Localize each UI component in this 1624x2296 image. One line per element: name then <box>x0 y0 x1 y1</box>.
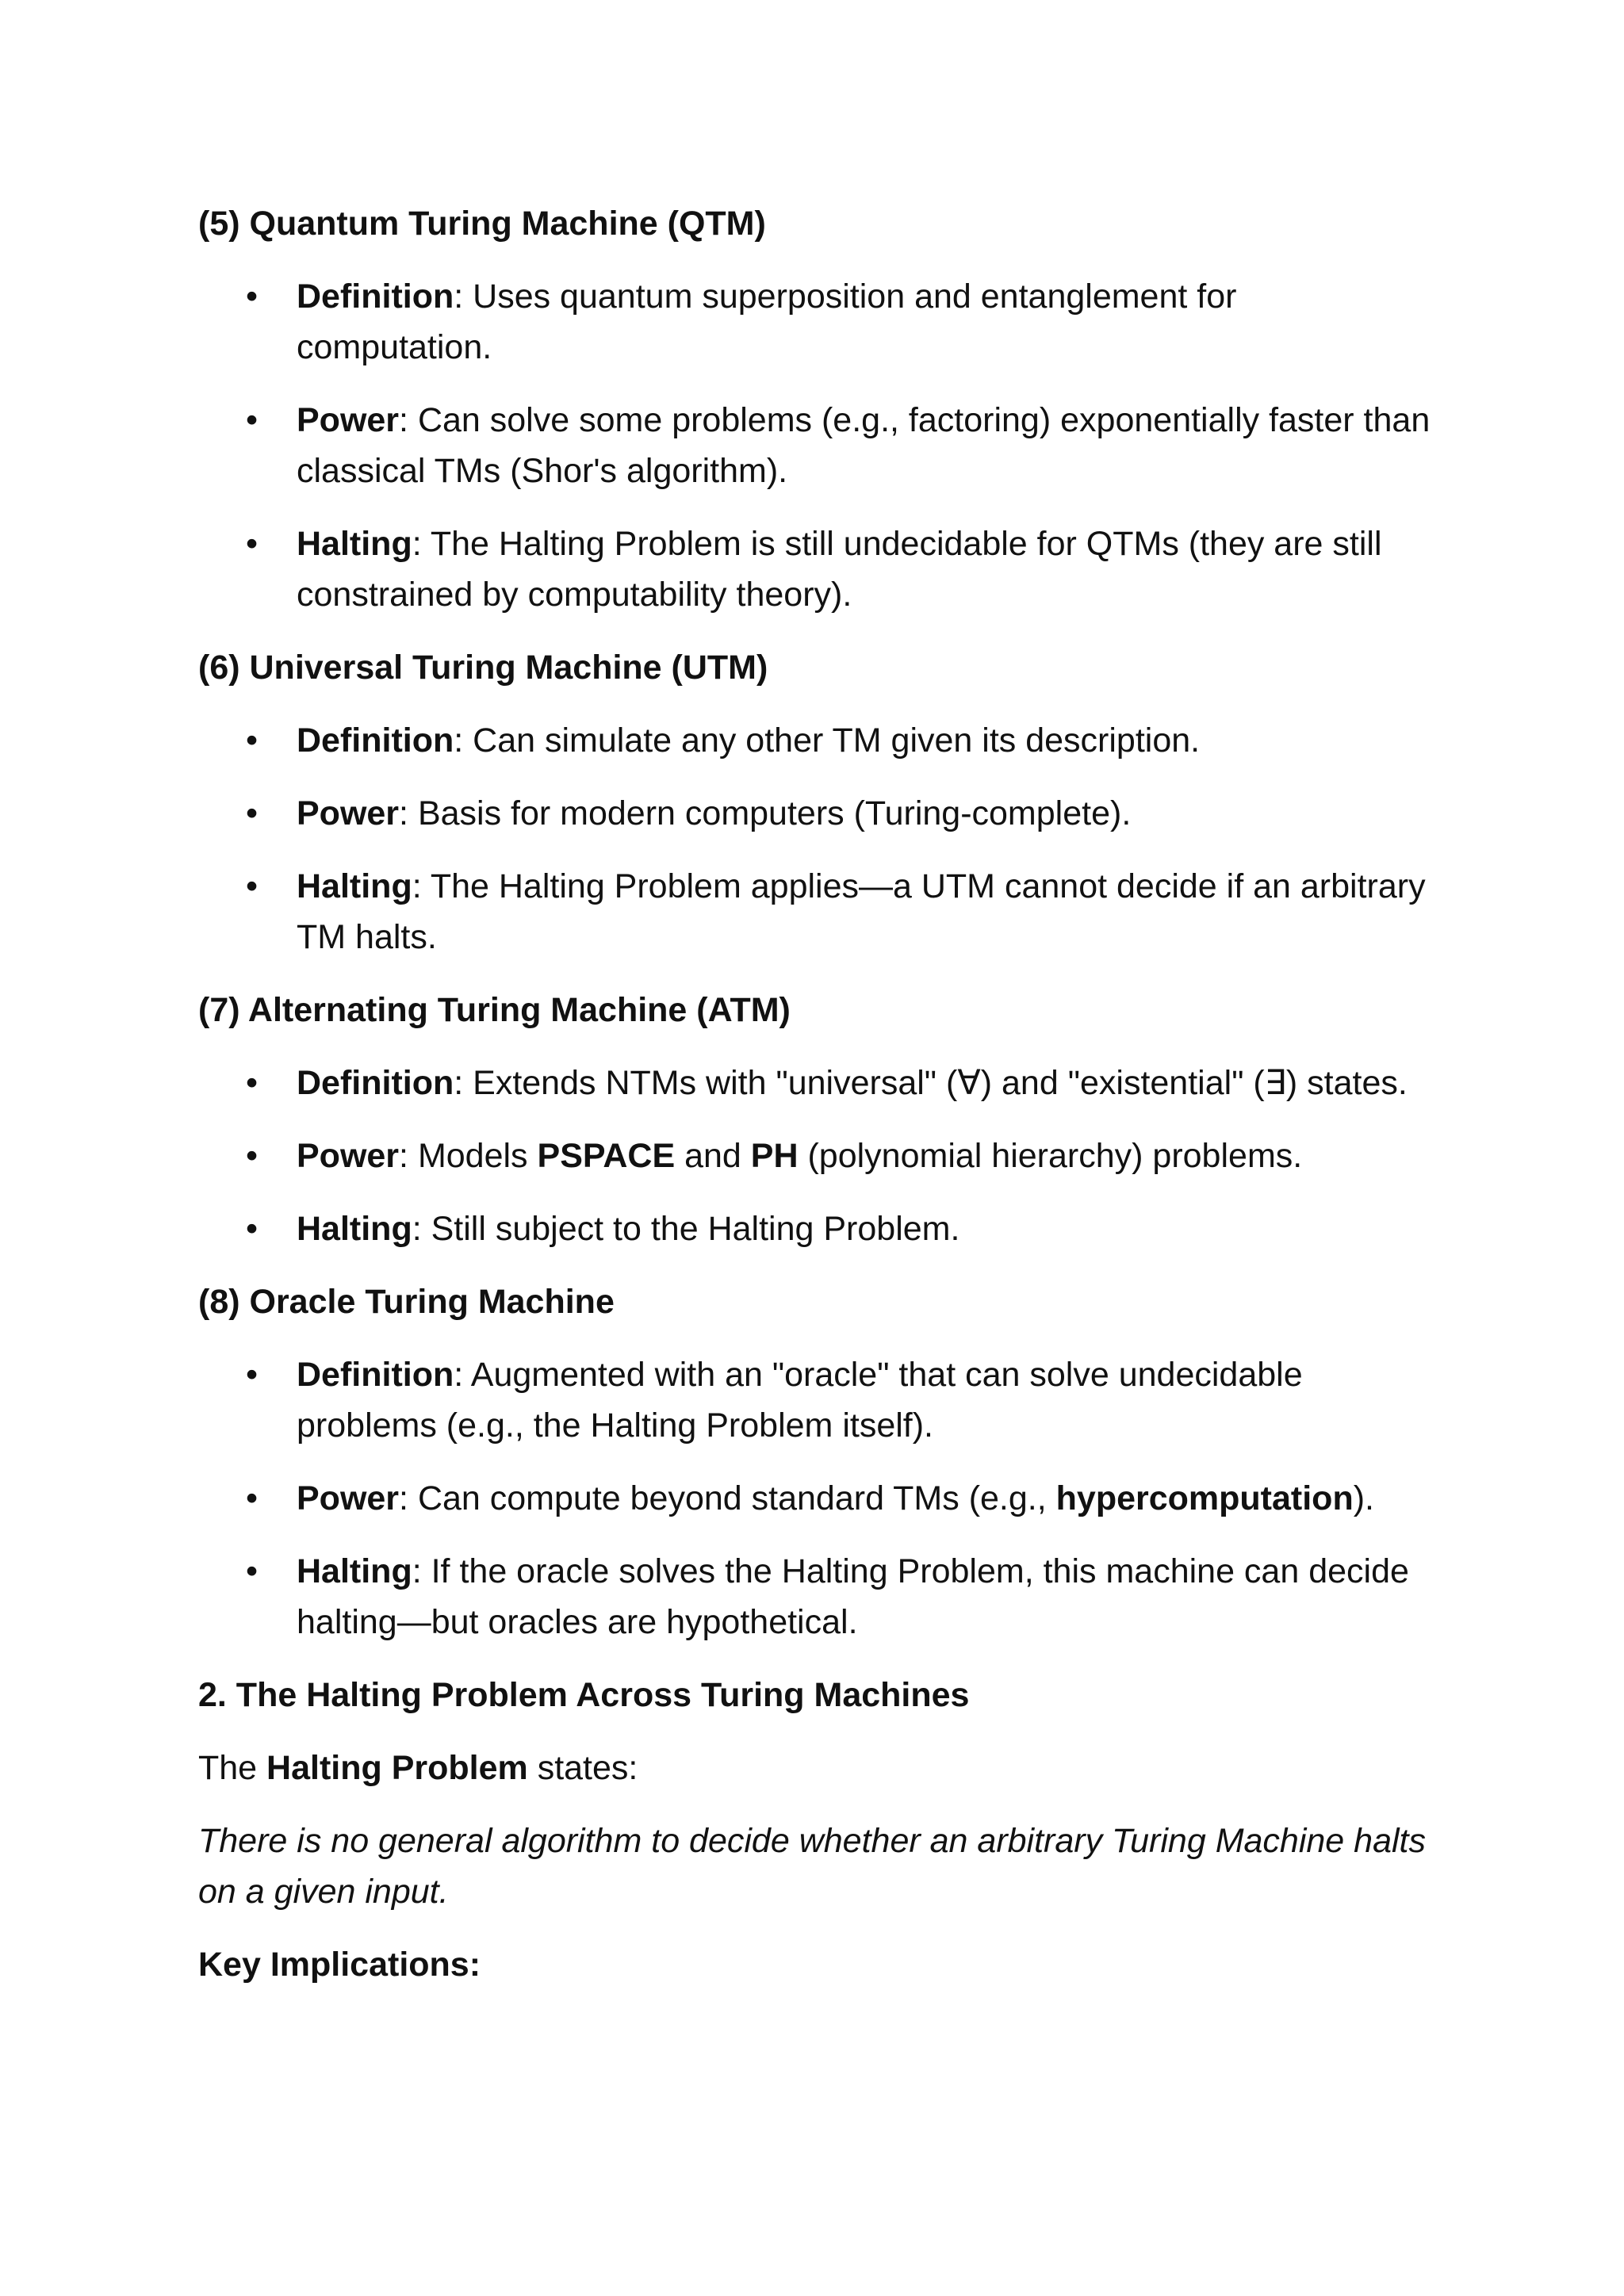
item-label: Power <box>297 794 400 832</box>
bullet-list-qtm <box>198 271 1435 620</box>
item-text: : The Halting Problem is still undecidable for QTMs (they are still constrained by computability theory). <box>297 525 1382 614</box>
list-item <box>198 1131 1435 1181</box>
list-item <box>198 715 1435 766</box>
bullet-list-atm <box>198 1058 1435 1254</box>
item-text: : Still subject to the Halting Problem. <box>412 1210 960 1248</box>
list-item <box>198 1203 1435 1254</box>
item-label: Power <box>297 401 400 439</box>
item-text: : If the oracle solves the Halting Problem, this machine can decide halting—but oracles are hypothetical. <box>297 1552 1409 1641</box>
bullet-list-oracle <box>198 1349 1435 1647</box>
halting-statement-quote: There is no general algorithm to decide whether an arbitrary Turing Machine halts on a given input. <box>198 1822 1426 1911</box>
list-item <box>198 1473 1435 1524</box>
item-text: : Models <box>399 1137 538 1175</box>
item-text: : Basis for modern computers (Turing-complete). <box>399 794 1132 832</box>
item-text: : Extends NTMs with "universal" (∀) and "existential" (∃) states. <box>454 1064 1408 1102</box>
list-item <box>198 1349 1435 1451</box>
item-emphasis: hypercomputation <box>1055 1479 1354 1517</box>
list-item <box>198 1546 1435 1647</box>
section-heading-halting: 2. The Halting Problem Across Turing Machines <box>198 1676 970 1714</box>
intro-prefix: The <box>198 1749 267 1787</box>
item-text: (polynomial hierarchy) problems. <box>798 1137 1303 1175</box>
item-label: Definition <box>297 721 454 760</box>
item-label: Halting <box>297 867 412 905</box>
intro-paragraph <box>198 1743 1435 1793</box>
item-emphasis: PH <box>750 1137 799 1175</box>
item-text: : Augmented with an "oracle" that can solve undecidable problems (e.g., the Halting Problem itself). <box>297 1356 1303 1445</box>
section-heading-utm: (6) Universal Turing Machine (UTM) <box>198 649 768 687</box>
key-implications-heading: Key Implications: <box>198 1946 481 1984</box>
section-heading-qtm: (5) Quantum Turing Machine (QTM) <box>198 205 766 243</box>
item-text: : Can compute beyond standard TMs (e.g., <box>399 1479 1056 1517</box>
bullet-list-utm <box>198 715 1435 962</box>
item-text: and <box>675 1137 751 1175</box>
document-page <box>198 198 1435 2012</box>
item-text: : The Halting Problem applies—a UTM cannot decide if an arbitrary TM halts. <box>297 867 1426 956</box>
item-label: Definition <box>297 1064 454 1102</box>
list-item <box>198 788 1435 839</box>
item-label: Halting <box>297 1552 412 1590</box>
list-item <box>198 395 1435 496</box>
item-text: ). <box>1353 1479 1374 1517</box>
item-label: Definition <box>297 277 454 316</box>
list-item <box>198 519 1435 620</box>
item-label: Halting <box>297 525 412 563</box>
section-heading-oracle: (8) Oracle Turing Machine <box>198 1283 615 1321</box>
item-label: Definition <box>297 1356 454 1394</box>
list-item <box>198 861 1435 962</box>
intro-suffix: states: <box>527 1749 638 1787</box>
item-text: : Can simulate any other TM given its description. <box>454 721 1201 760</box>
item-label: Halting <box>297 1210 412 1248</box>
section-heading-atm: (7) Alternating Turing Machine (ATM) <box>198 991 791 1029</box>
list-item <box>198 1058 1435 1108</box>
item-label: Power <box>297 1479 400 1517</box>
list-item <box>198 271 1435 373</box>
item-text: : Can solve some problems (e.g., factoring) exponentially faster than classical TMs (Shor's algorithm). <box>297 401 1431 490</box>
intro-emphasis: Halting Problem <box>266 1749 528 1787</box>
item-text: : Uses quantum superposition and entanglement for computation. <box>297 277 1237 366</box>
item-emphasis: PSPACE <box>537 1137 676 1175</box>
item-label: Power <box>297 1137 400 1175</box>
